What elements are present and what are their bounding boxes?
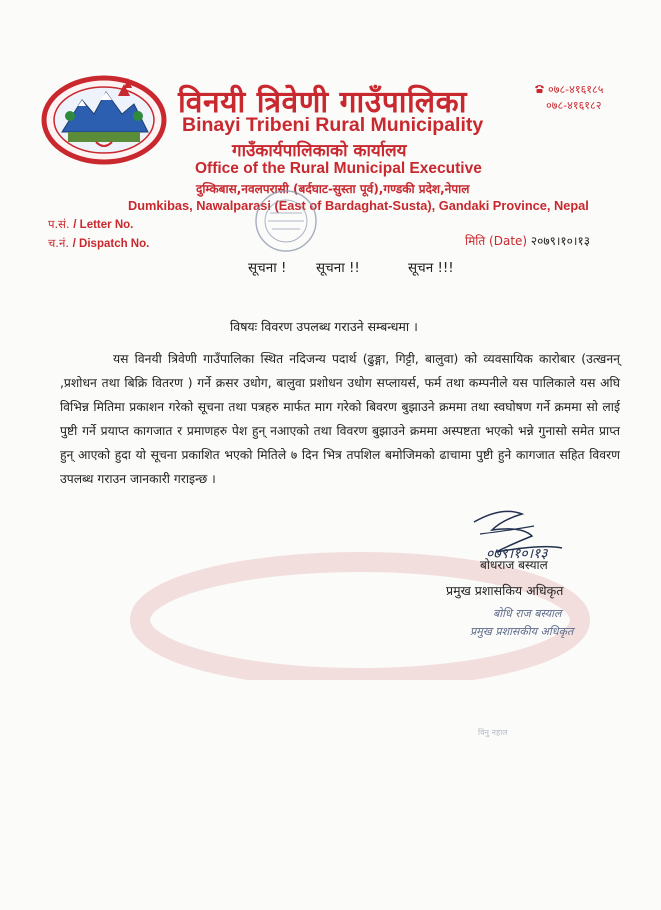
dispatch-no-label-en: / Dispatch No. [72, 238, 150, 250]
office-title-np: गाउँकार्यपालिकाको कार्यालय [232, 141, 407, 161]
notice-body: यस विनयी त्रिवेणी गाउँपालिका स्थित नदिजन्य पदार्थ (ढुङ्गा, गिट्टी, बालुवा) को व्यवसायिक कारोबार (उत्खनन् ,प्रशोधन तथा बिक्रि वितरण ) गर्ने क्रसर उधोग, बालुवा प्रशोधन उधोग सप्लायर्स, फर्म तथा कम्पनीले यस पालिकाले यस अघि विभिन्न मितिमा प्रकाशन गरेको सूचना तथा पत्रहरु मार्फत माग गरेको बिवरण बुझाउने क्रममा तथा स्वघोषण गर्ने क्रममा सो लाई पुष्टी गर्ने प्रयाप्त कागजात र प्रमाणहरु पेश हुन् नआएको तथा विवरण बुझाउने क्रममा अस्पष्टता भएको भन्ने गुनासो समेत प्राप्त हुन् आएको हुदा यो सूचना प्रकाशित भएको मितिले ७ दिन भित्र तपशिल बमोजिमको ढाचामा पुष्टी हुने कागजात सहित विवरण उपलब्ध गराउन जानकारी गराइन्छ । [60, 352, 620, 486]
date-value: २०७९।१०।१३ [530, 234, 590, 248]
faint-text: विनु नहाल [478, 728, 508, 737]
office-title-en: Office of the Rural Municipal Executive [195, 160, 482, 177]
notice-heading-2: सूचना !! [316, 260, 360, 276]
address-np: दुम्किबास,नवलपरासी (बर्दघाट-सुस्ता पूर्व),गण्डकी प्रदेश,नेपाल [196, 182, 470, 196]
phone-number-2: ०७८-४१६१८२ [546, 99, 602, 112]
subject-line: विषयः विवरण उपलब्ध गराउने सम्बन्धमा । [230, 319, 418, 334]
signer-name: बोधराज बस्याल [480, 558, 548, 572]
stamp-signer-name: बोधि राज बस्याल [493, 607, 562, 620]
municipality-logo [34, 70, 174, 170]
phone-number-1 [534, 82, 603, 97]
address-en: Dumkibas, Nawalparasi (East of Bardaghat-Susta), Gandaki Province, Nepal [128, 198, 589, 213]
stamp-signer-title: प्रमुख प्रशासकीय अधिकृत [470, 625, 574, 638]
phone-1-text: ०७८-४१६१८५ [548, 83, 604, 96]
notice-heading-3: सूचन !!! [408, 260, 454, 276]
letter-no-row [48, 217, 133, 232]
signer-title: प्रमुख प्रशासकिय अधिकृत [446, 583, 564, 598]
municipality-title-np: विनयी त्रिवेणी गाउँपालिका [178, 85, 467, 120]
date-row [465, 232, 590, 249]
notice-heading-1: सूचना ! [248, 260, 287, 276]
letter-no-label-np: प.सं. [48, 217, 70, 231]
dispatch-no-label-np: च.नं. [48, 236, 69, 250]
signature-date: ०७९।१०।१३ [486, 546, 548, 562]
phone-icon [534, 84, 545, 94]
municipality-title-en: Binayi Tribeni Rural Municipality [182, 114, 484, 136]
date-label: मिति (Date) [465, 234, 528, 248]
dispatch-no-row [48, 236, 149, 251]
letter-no-label-en: / Letter No. [73, 219, 134, 231]
office-seal-stamp [226, 183, 356, 253]
